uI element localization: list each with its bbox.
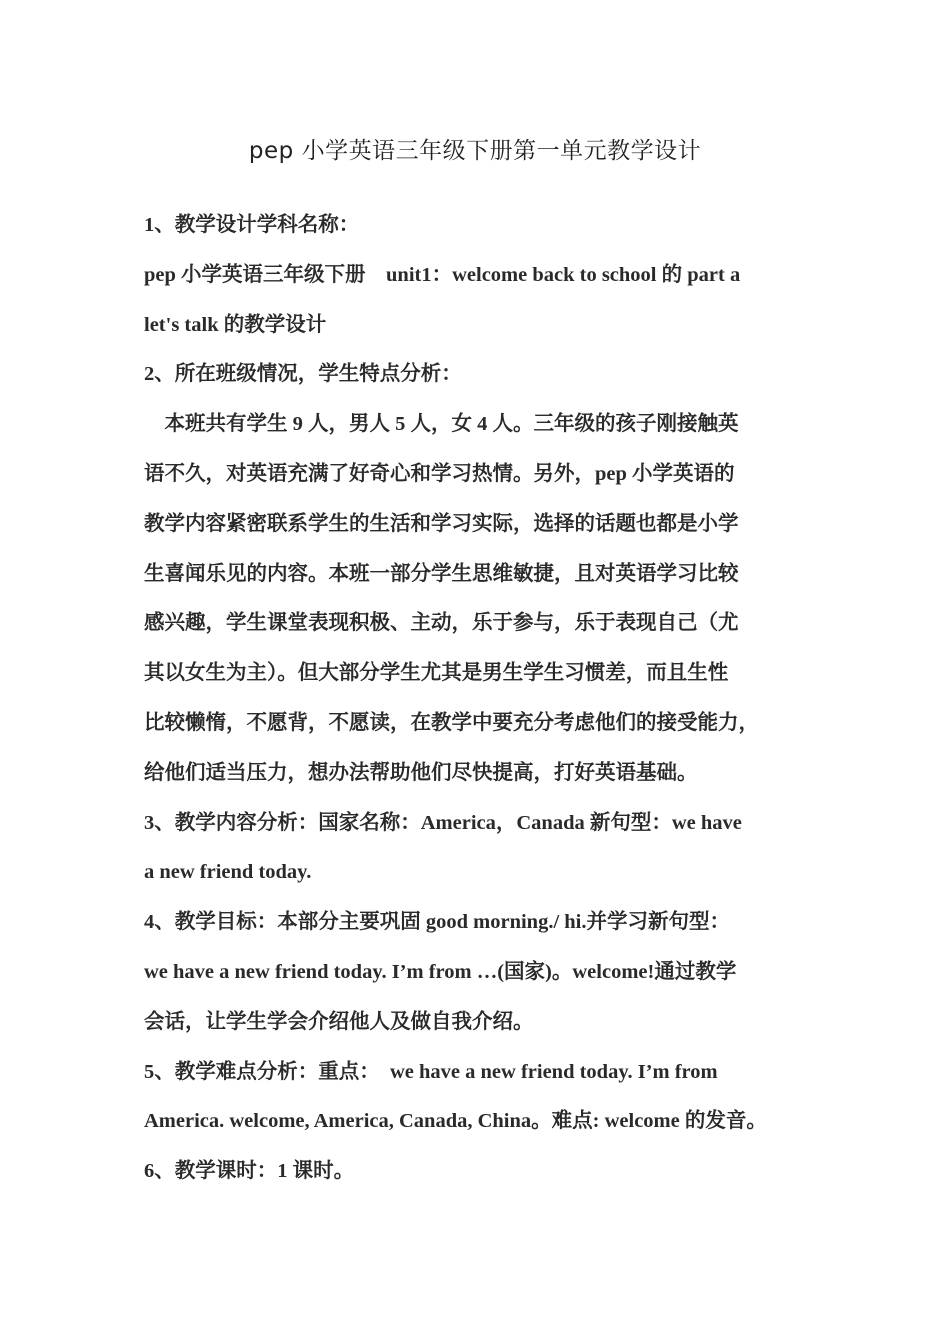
document-title: pep 小学英语三年级下册第一单元教学设计 [248, 138, 702, 164]
section-5-line-1: 5、教学难点分析：重点： we have a new friend today. I’m from [144, 1060, 718, 1083]
section-4-line-3: 会话，让学生学会介绍他人及做自我介绍。 [144, 1010, 534, 1033]
section-6-line: 6、教学课时：1 课时。 [144, 1160, 355, 1183]
class-analysis-line-6: 其以女生为主）。但大部分学生尤其是男生学生习惯差，而且生性 [144, 662, 729, 685]
class-analysis-line-2: 语不久，对英语充满了好奇心和学习热情。另外，pep 小学英语的 [144, 462, 735, 485]
section-3-line-2: a new friend today. [144, 861, 312, 884]
class-analysis-line-3: 教学内容紧密联系学生的生活和学习实际，选择的话题也都是小学 [144, 512, 739, 535]
section-1-heading: 1、教学设计学科名称： [144, 214, 360, 236]
document-body [144, 201, 824, 1197]
class-analysis-line-7: 比较懒惰，不愿背，不愿读，在教学中要充分考虑他们的接受能力， [144, 711, 759, 734]
class-analysis-line-5: 感兴趣，学生课堂表现积极、主动，乐于参与，乐于表现自己（尤 [144, 612, 739, 635]
section-5-line-2: America. welcome, America, Canada, China。难点: welcome 的发音。 [144, 1110, 767, 1133]
class-analysis-line-8: 给他们适当压力，想办法帮助他们尽快提高，打好英语基础。 [144, 761, 698, 784]
class-analysis-line-1: 本班共有学生 9 人，男人 5 人，女 4 人。三年级的孩子刚接触英 [144, 413, 739, 436]
section-4-line-1: 4、教学目标：本部分主要巩固 good morning./ hi.并学习新句型： [144, 911, 730, 934]
section-3-line-1: 3、教学内容分析：国家名称：America，Canada 新句型：we have [144, 811, 742, 834]
subject-name-line-1: pep 小学英语三年级下册 unit1：welcome back to school 的 part a [144, 263, 741, 286]
section-4-line-2: we have a new friend today. I’m from …(国家)。welcome!通过教学 [144, 960, 737, 983]
subject-name-line-2: let's talk 的教学设计 [144, 313, 327, 336]
class-analysis-line-4: 生喜闻乐见的内容。本班一部分学生思维敏捷，且对英语学习比较 [144, 562, 739, 585]
section-2-heading: 2、所在班级情况，学生特点分析： [144, 363, 462, 386]
